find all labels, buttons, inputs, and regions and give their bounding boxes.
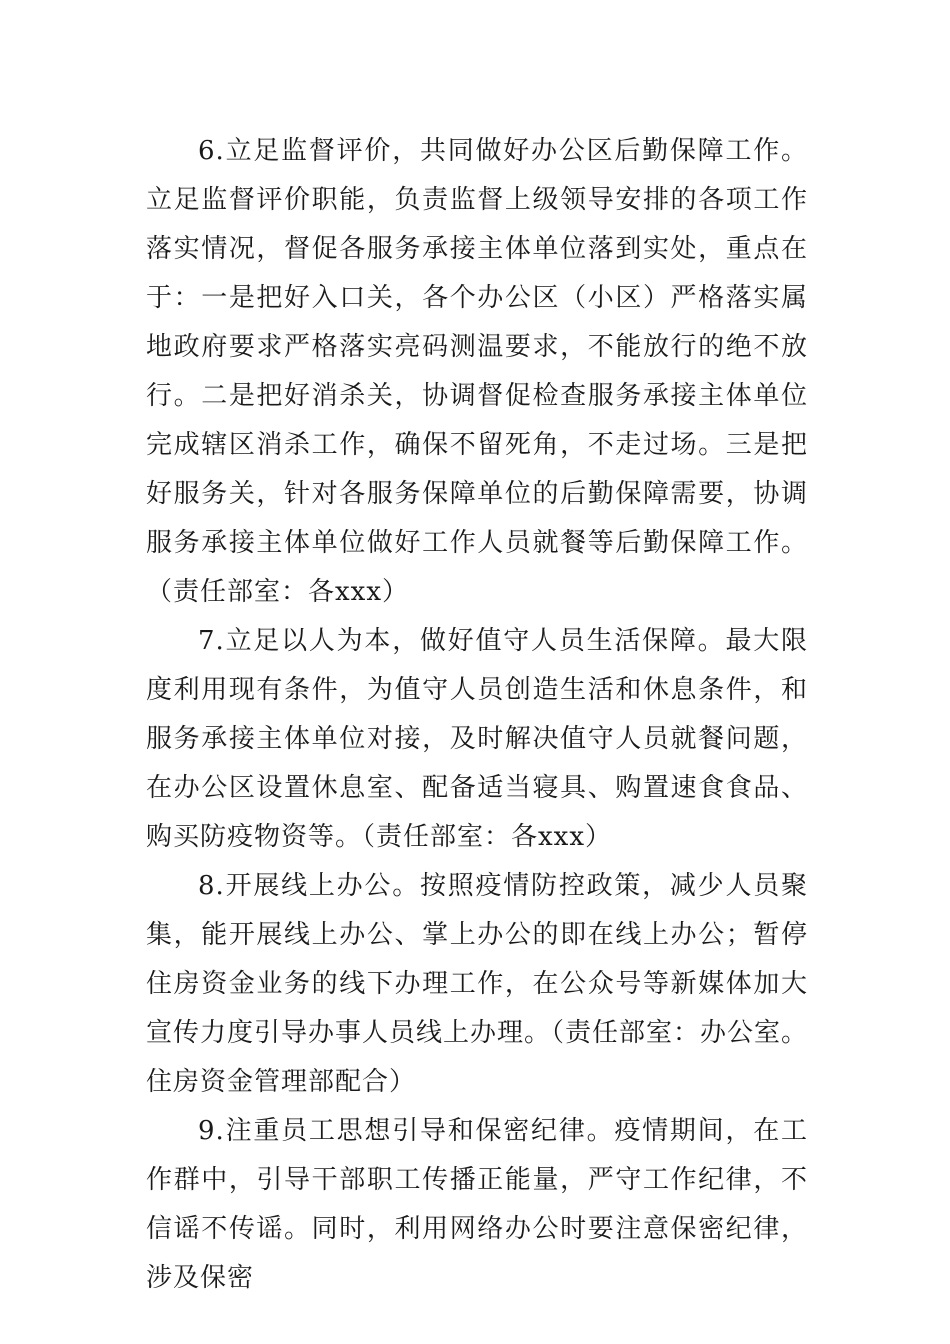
paragraph-item-8: 8.开展线上办公。按照疫情防控政策，减少人员聚集，能开展线上办公、掌上办公的即在线上办公；暂停住房资金业务的线下办理工作，在公众号等新媒体加大宣传力度引导办事人员线上办理。（责任部室：办公室。住房资金管理部配合） xyxy=(146,871,809,1097)
document-body xyxy=(146,127,808,1303)
paragraph-item-9: 9.注重员工思想引导和保密纪律。疫情期间，在工作群中，引导干部职工传播正能量，严守工作纪律，不信谣不传谣。同时，利用网络办公时要注意保密纪律，涉及保密 xyxy=(146,1116,808,1293)
paragraph-item-6: 6.立足监督评价，共同做好办公区后勤保障工作。立足监督评价职能，负责监督上级领导安排的各项工作落实情况，督促各服务承接主体单位落到实处，重点在于：一是把好入口关，各个办公区（小区）严格落实属地政府要求严格落实亮码测温要求，不能放行的绝不放行。二是把好消杀关，协调督促检查服务承接主体单位完成辖区消杀工作，确保不留死角，不走过场。三是把好服务关，针对各服务保障单位的后勤保障需要，协调服务承接主体单位做好工作人员就餐等后勤保障工作。（责任部室：各xxx） xyxy=(146,136,808,607)
paragraph-item-7: 7.立足以人为本，做好值守人员生活保障。最大限度利用现有条件，为值守人员创造生活和休息条件，和服务承接主体单位对接，及时解决值守人员就餐问题，在办公区设置休息室、配备适当寝具、购置速食食品、购买防疫物资等。（责任部室：各xxx） xyxy=(146,626,808,852)
